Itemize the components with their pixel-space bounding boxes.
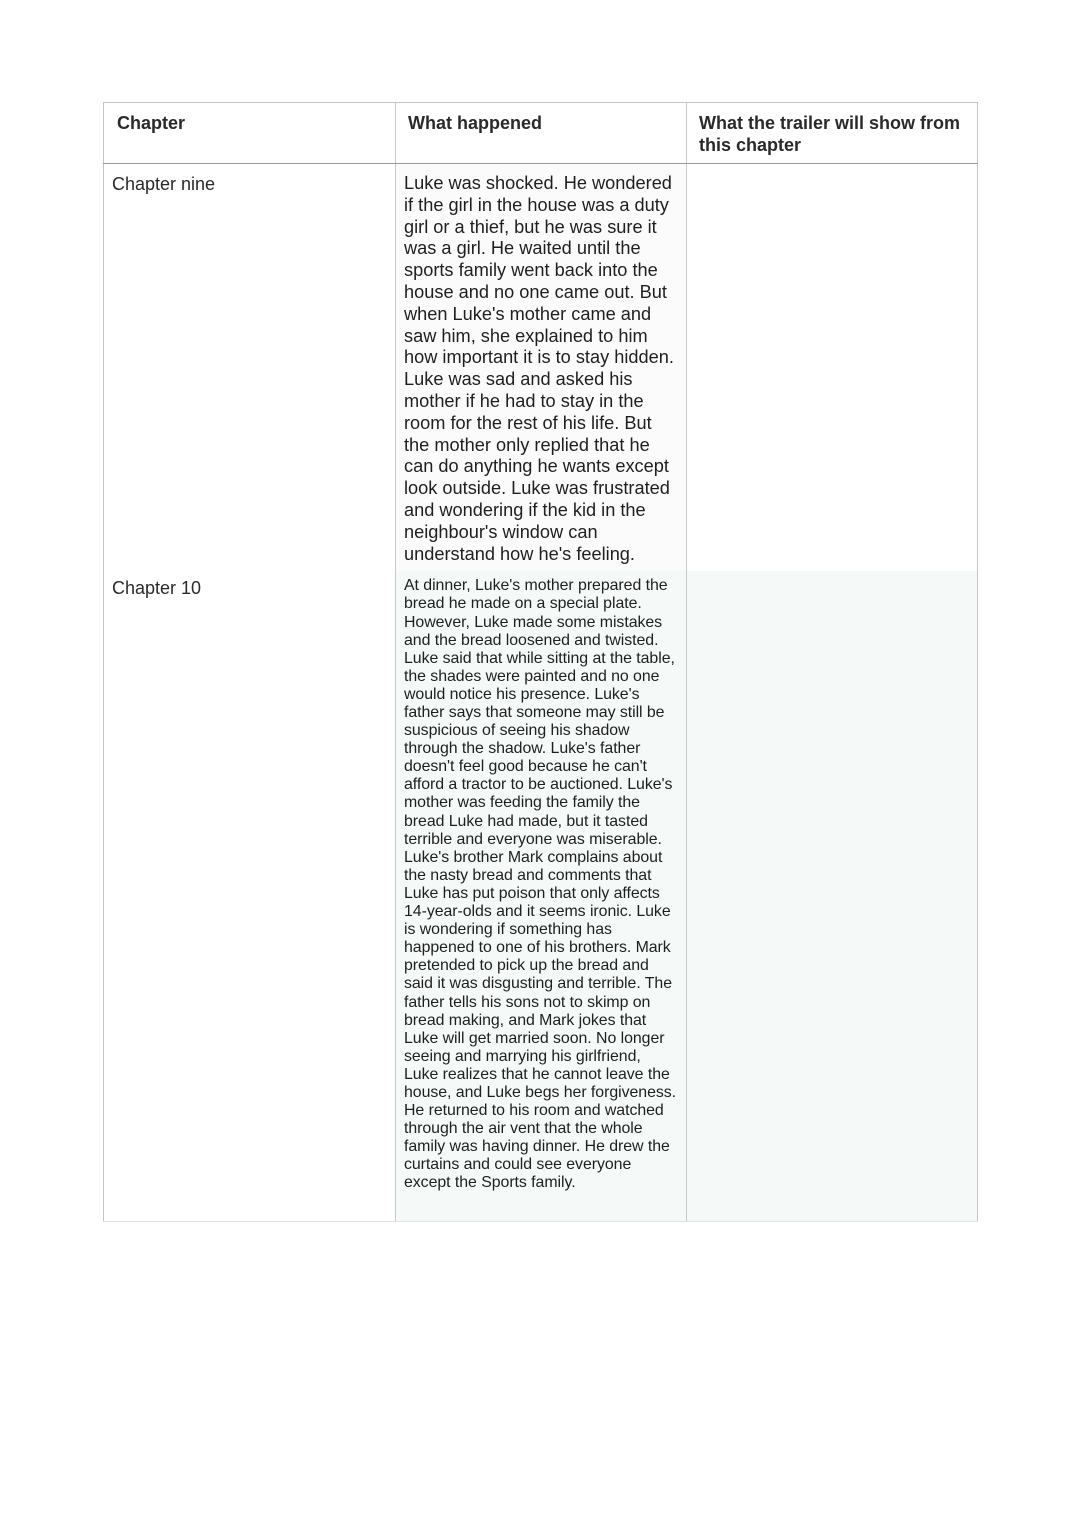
- table-row: [104, 571, 978, 1221]
- what-happened-cell: [396, 571, 687, 1221]
- header-trailer: What the trailer will show from this chapter: [687, 103, 978, 164]
- chapter-cell: [104, 571, 396, 1221]
- chapter-label: Chapter 10: [112, 578, 202, 599]
- header-what-happened: What happened: [396, 103, 687, 164]
- chapter-summary: Luke was shocked. He wondered if the girl in the house was a duty girl or a thief, but he was sure it was a girl. He waited until the sports family went back into the house and no one came out. But when Luke's mother came and saw him, she explained to him how important it is to stay hidden. Luke was sad and asked his mother if he had to stay in the room for the rest of his life. But the mother only replied that he can do anything he wants except look outside. Luke was frustrated and wondering if the kid in the neighbour's window can understand how he's feeling.: [404, 173, 674, 564]
- what-happened-cell: [396, 164, 687, 572]
- table-body: [104, 164, 978, 1222]
- trailer-cell: [687, 164, 978, 572]
- chapter-table: [103, 102, 978, 1222]
- chapter-summary: At dinner, Luke's mother prepared the bread he made on a special plate. However, Luke made some mistakes and the bread loosened and twisted. Luke said that while sitting at the table, the shades were painted and no one would notice his presence. Luke's father says that someone may still be suspicious of seeing his shadow through the shadow. Luke's father doesn't feel good because he can't afford a tractor to be auctioned. Luke's mother was feeding the family the bread Luke had made, but it tasted terrible and everyone was miserable. Luke's brother Mark complains about the nasty bread and comments that Luke has put poison that only affects 14-year-olds and it seems ironic. Luke is wondering if something has happened to one of his brothers. Mark pretended to pick up the bread and said it was disgusting and terrible. The father tells his sons not to skimp on bread making, and Mark jokes that Luke will get married soon. No longer seeing and marrying his girlfriend, Luke realizes that he cannot leave the house, and Luke begs her forgiveness. He returned to his room and watched through the air vent that the whole family was having dinner. He drew the curtains and could see everyone except the Sports family.: [404, 577, 677, 1192]
- header-row: [104, 103, 978, 164]
- table-header: [104, 103, 978, 164]
- chapter-label: Chapter nine: [112, 174, 216, 194]
- trailer-cell: [687, 571, 978, 1221]
- chapter-cell: [104, 164, 396, 572]
- header-chapter: Chapter: [104, 103, 396, 164]
- table-row: [104, 164, 978, 572]
